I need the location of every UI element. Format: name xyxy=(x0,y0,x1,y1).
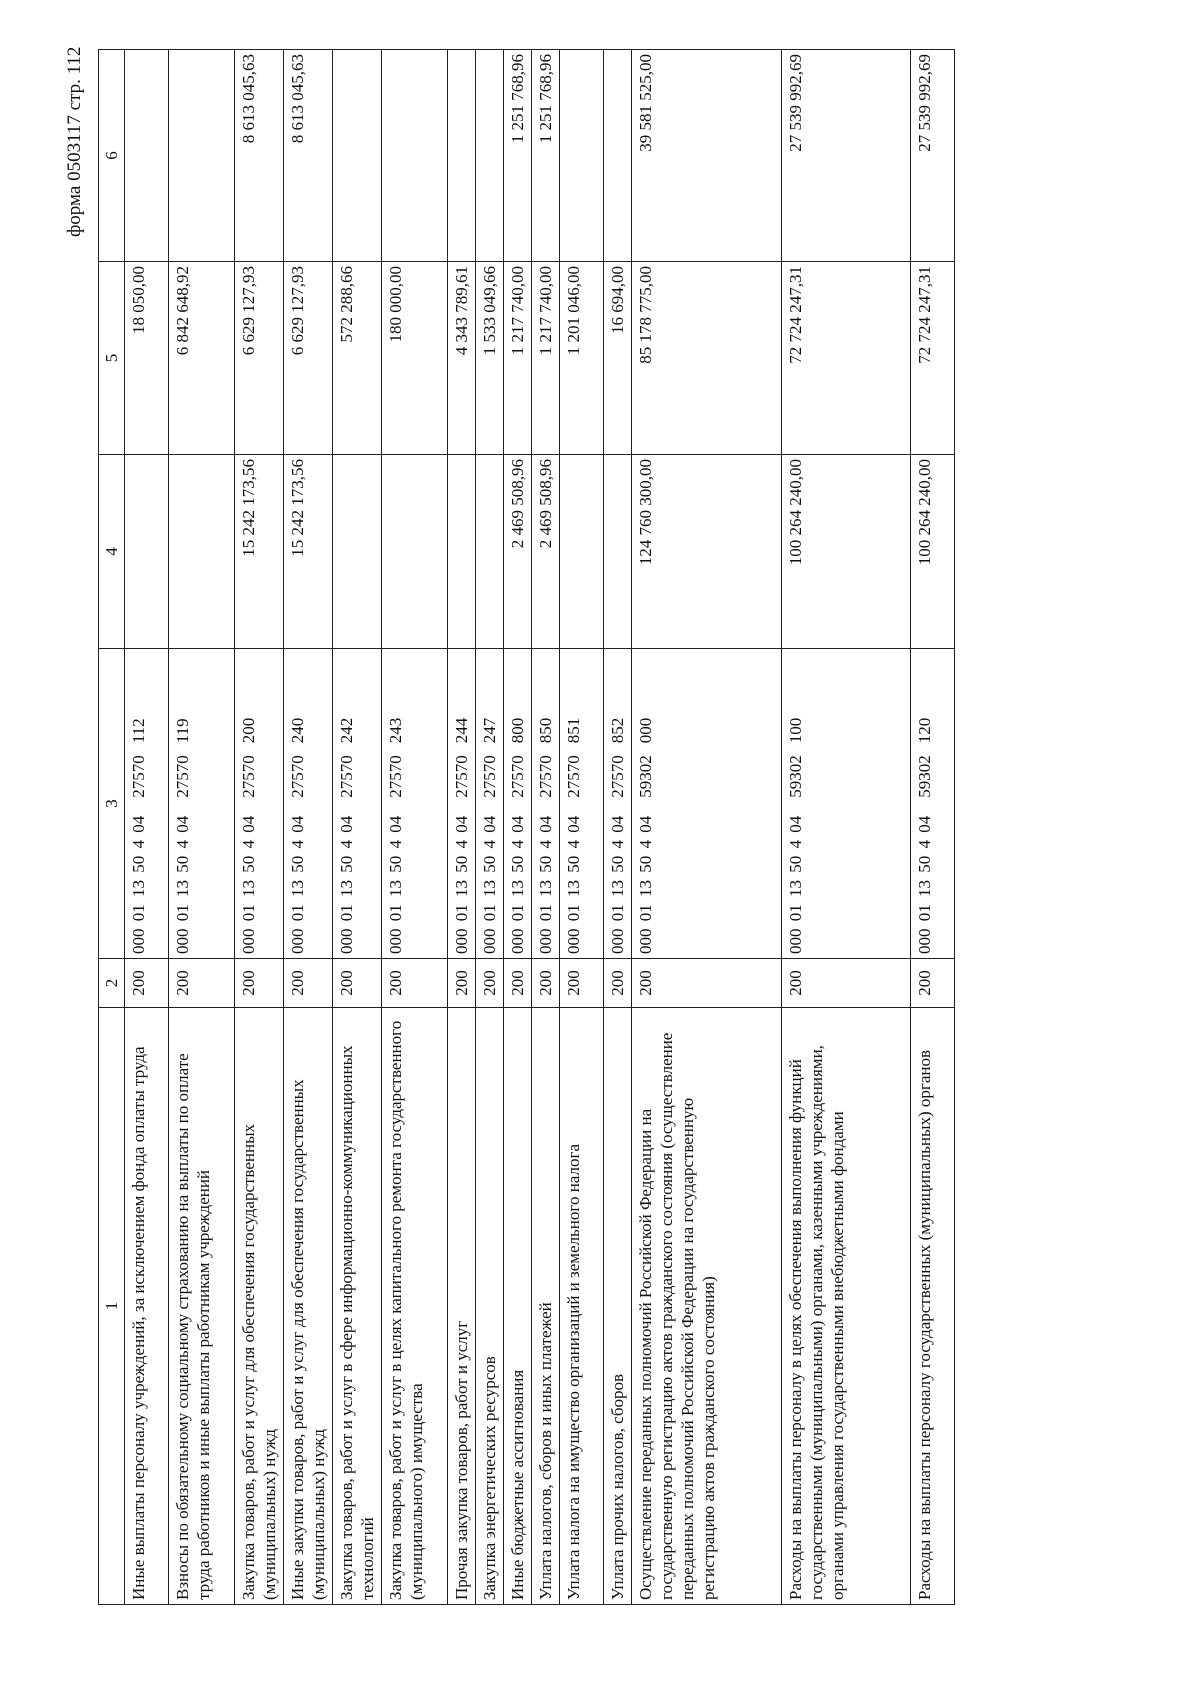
executed-amount: 1 201 046,00 xyxy=(564,266,583,356)
budget-code-cell xyxy=(782,649,911,959)
unexecuted-amount: 27 539 992,69 xyxy=(915,54,934,152)
budget-code-target: 59302 xyxy=(636,755,655,798)
unexecuted-amount: 1 251 768,96 xyxy=(536,54,555,144)
approved-amount-cell xyxy=(284,455,333,649)
budget-code-cell xyxy=(604,649,632,959)
row-name-cell xyxy=(476,1008,504,1605)
budget-code-prefix: 000 01 13 50 4 04 xyxy=(288,815,307,954)
budget-code-target: 27570 xyxy=(536,755,555,798)
approved-amount-cell xyxy=(504,455,532,649)
line-code-cell xyxy=(235,959,284,1008)
approved-amount-cell xyxy=(632,455,782,649)
budget-code-kind: 120 xyxy=(915,717,934,744)
line-code: 200 xyxy=(386,970,405,996)
table-row xyxy=(911,50,955,1605)
line-code-cell xyxy=(604,959,632,1008)
row-name-cell xyxy=(382,1008,448,1605)
line-code-cell xyxy=(284,959,333,1008)
budget-code-cell xyxy=(504,649,532,959)
budget-code-kind: 244 xyxy=(452,717,471,744)
row-name: Взносы по обязательному социальному страхованию на выплаты по оплате труда работников и иные выплаты работникам учреждений xyxy=(173,1053,213,1600)
row-name-cell xyxy=(632,1008,782,1605)
unexecuted-amount-cell xyxy=(911,50,955,262)
budget-code-target: 59302 xyxy=(786,755,805,798)
line-code: 200 xyxy=(608,970,627,996)
approved-amount: 124 760 300,00 xyxy=(636,459,655,566)
row-name: Расходы на выплаты персоналу в целях обеспечения выполнения функций государственными (муниципальными) органами, казенными учреждениями, органами управления государственными внебюджетными фондами xyxy=(786,1045,847,1600)
budget-code-target: 27570 xyxy=(173,755,192,798)
unexecuted-amount-cell xyxy=(604,50,632,262)
budget-code-prefix: 000 01 13 50 4 04 xyxy=(480,815,499,954)
unexecuted-amount-cell xyxy=(504,50,532,262)
table-body xyxy=(125,50,955,1605)
approved-amount-cell xyxy=(235,455,284,649)
budget-code-cell xyxy=(169,649,235,959)
table-row xyxy=(782,50,911,1605)
row-name-cell xyxy=(125,1008,169,1605)
row-name: Прочая закупка товаров, работ и услуг xyxy=(452,1320,471,1600)
line-code: 200 xyxy=(288,970,307,996)
row-name-cell xyxy=(333,1008,382,1605)
approved-amount-cell xyxy=(476,455,504,649)
budget-code-cell xyxy=(382,649,448,959)
row-name: Уплата налога на имущество организаций и земельного налога xyxy=(564,1143,583,1600)
budget-code-prefix: 000 01 13 50 4 04 xyxy=(337,815,356,954)
approved-amount-cell xyxy=(333,455,382,649)
row-name: Расходы на выплаты персоналу государственных (муниципальных) органов xyxy=(915,1050,934,1600)
budget-code-target: 59302 xyxy=(915,755,934,798)
line-code: 200 xyxy=(239,970,258,996)
approved-amount-cell xyxy=(169,455,235,649)
row-name-cell xyxy=(284,1008,333,1605)
executed-amount-cell xyxy=(532,262,560,455)
approved-amount: 15 242 173,56 xyxy=(239,459,258,557)
budget-code-cell xyxy=(448,649,476,959)
line-code: 200 xyxy=(129,970,148,996)
budget-code-cell xyxy=(333,649,382,959)
row-name: Иные выплаты персоналу учреждений, за исключением фонда оплаты труда xyxy=(129,1046,148,1600)
budget-code-prefix: 000 01 13 50 4 04 xyxy=(636,815,655,954)
budget-code-target: 27570 xyxy=(288,755,307,798)
table-row xyxy=(284,50,333,1605)
unexecuted-amount: 1 251 768,96 xyxy=(508,54,527,144)
table-row xyxy=(169,50,235,1605)
approved-amount: 100 264 240,00 xyxy=(915,459,934,566)
line-code: 200 xyxy=(337,970,356,996)
budget-code-kind: 200 xyxy=(239,717,258,744)
row-name: Иные закупки товаров, работ и услуг для обеспечения государственных (муниципальных) нужд xyxy=(288,1079,328,1600)
executed-amount: 1 217 740,00 xyxy=(536,266,555,356)
unexecuted-amount-cell xyxy=(169,50,235,262)
budget-code-prefix: 000 01 13 50 4 04 xyxy=(452,815,471,954)
unexecuted-amount-cell xyxy=(284,50,333,262)
column-header-5: 5 xyxy=(99,262,125,455)
row-name-cell xyxy=(448,1008,476,1605)
budget-code-target: 27570 xyxy=(337,755,356,798)
executed-amount: 6 629 127,93 xyxy=(239,266,258,356)
table-row xyxy=(235,50,284,1605)
executed-amount: 72 724 247,31 xyxy=(786,266,805,364)
budget-code-prefix: 000 01 13 50 4 04 xyxy=(508,815,527,954)
budget-code-cell xyxy=(284,649,333,959)
executed-amount: 4 343 789,61 xyxy=(452,266,471,356)
budget-code-kind: 800 xyxy=(508,717,527,744)
approved-amount-cell xyxy=(560,455,604,649)
budget-code-prefix: 000 01 13 50 4 04 xyxy=(386,815,405,954)
executed-amount-cell xyxy=(382,262,448,455)
row-name: Закупка энергетических ресурсов xyxy=(480,1356,499,1600)
row-name: Осуществление переданных полномочий Российской Федерации на государственную регистрацию актов гражданского состояния (осуществление переданных полномочий Российской Федерации на государственную регистрацию актов гражданского состояния) xyxy=(636,1032,718,1600)
line-code-cell xyxy=(504,959,532,1008)
budget-code-cell xyxy=(125,649,169,959)
budget-code-target: 27570 xyxy=(386,755,405,798)
executed-amount-cell xyxy=(782,262,911,455)
unexecuted-amount-cell xyxy=(560,50,604,262)
budget-code-kind: 240 xyxy=(288,717,307,744)
line-code-cell xyxy=(532,959,560,1008)
row-name-cell xyxy=(560,1008,604,1605)
line-code-cell xyxy=(560,959,604,1008)
budget-code-target: 27570 xyxy=(508,755,527,798)
budget-code-prefix: 000 01 13 50 4 04 xyxy=(915,815,934,954)
table-row xyxy=(476,50,504,1605)
approved-amount: 100 264 240,00 xyxy=(786,459,805,566)
row-name-cell xyxy=(782,1008,911,1605)
budget-code-cell xyxy=(532,649,560,959)
budget-execution-table xyxy=(98,49,955,1605)
row-name: Закупка товаров, работ и услуг в целях капитального ремонта государственного (муниципального) имущества xyxy=(386,1020,426,1600)
budget-code-prefix: 000 01 13 50 4 04 xyxy=(129,815,148,954)
executed-amount: 18 050,00 xyxy=(129,266,148,334)
row-name-cell xyxy=(604,1008,632,1605)
form-page-label: форма 0503117 стр. 112 xyxy=(64,46,85,237)
unexecuted-amount-cell xyxy=(125,50,169,262)
approved-amount-cell xyxy=(782,455,911,649)
executed-amount: 6 842 648,92 xyxy=(173,266,192,356)
unexecuted-amount-cell xyxy=(632,50,782,262)
budget-code-target: 27570 xyxy=(452,755,471,798)
line-code-cell xyxy=(782,959,911,1008)
budget-code-cell xyxy=(560,649,604,959)
column-header-4: 4 xyxy=(99,455,125,649)
unexecuted-amount: 39 581 525,00 xyxy=(636,54,655,152)
executed-amount-cell xyxy=(169,262,235,455)
line-code-cell xyxy=(382,959,448,1008)
unexecuted-amount: 27 539 992,69 xyxy=(786,54,805,152)
unexecuted-amount-cell xyxy=(532,50,560,262)
executed-amount-cell xyxy=(632,262,782,455)
row-name-cell xyxy=(911,1008,955,1605)
budget-code-cell xyxy=(911,649,955,959)
budget-code-target: 27570 xyxy=(480,755,499,798)
executed-amount: 572 288,66 xyxy=(337,266,356,343)
approved-amount-cell xyxy=(604,455,632,649)
table-row xyxy=(333,50,382,1605)
budget-code-kind: 852 xyxy=(608,717,627,744)
table-row xyxy=(448,50,476,1605)
line-code-cell xyxy=(169,959,235,1008)
budget-code-target: 27570 xyxy=(608,755,627,798)
line-code-cell xyxy=(632,959,782,1008)
approved-amount: 2 469 508,96 xyxy=(508,459,527,549)
unexecuted-amount: 8 613 045,63 xyxy=(288,54,307,144)
line-code: 200 xyxy=(480,970,499,996)
line-code: 200 xyxy=(636,970,655,996)
budget-code-kind: 851 xyxy=(564,717,583,744)
column-header-3: 3 xyxy=(99,649,125,959)
column-header-1: 1 xyxy=(99,1008,125,1605)
line-code: 200 xyxy=(536,970,555,996)
unexecuted-amount-cell xyxy=(448,50,476,262)
row-name-cell xyxy=(504,1008,532,1605)
budget-code-kind: 100 xyxy=(786,717,805,744)
row-name: Уплата прочих налогов, сборов xyxy=(608,1374,627,1600)
approved-amount: 2 469 508,96 xyxy=(536,459,555,549)
budget-code-cell xyxy=(476,649,504,959)
budget-code-prefix: 000 01 13 50 4 04 xyxy=(564,815,583,954)
executed-amount-cell xyxy=(604,262,632,455)
executed-amount-cell xyxy=(284,262,333,455)
budget-code-kind: 243 xyxy=(386,717,405,744)
column-header-6: 6 xyxy=(99,50,125,262)
row-name: Закупка товаров, работ и услуг для обеспечения государственных (муниципальных) нужд xyxy=(239,1123,279,1600)
table-row xyxy=(560,50,604,1605)
approved-amount-cell xyxy=(125,455,169,649)
budget-code-kind: 119 xyxy=(173,718,192,744)
executed-amount-cell xyxy=(504,262,532,455)
budget-code-prefix: 000 01 13 50 4 04 xyxy=(786,815,805,954)
budget-code-target: 27570 xyxy=(564,755,583,798)
executed-amount-cell xyxy=(911,262,955,455)
executed-amount-cell xyxy=(476,262,504,455)
executed-amount-cell xyxy=(333,262,382,455)
executed-amount-cell xyxy=(448,262,476,455)
column-header-2: 2 xyxy=(99,959,125,1008)
approved-amount-cell xyxy=(448,455,476,649)
table-row xyxy=(125,50,169,1605)
approved-amount: 15 242 173,56 xyxy=(288,459,307,557)
line-code: 200 xyxy=(915,970,934,996)
table-row xyxy=(532,50,560,1605)
budget-code-kind: 850 xyxy=(536,717,555,744)
executed-amount: 72 724 247,31 xyxy=(915,266,934,364)
budget-code-target: 27570 xyxy=(239,755,258,798)
unexecuted-amount-cell xyxy=(235,50,284,262)
line-code: 200 xyxy=(508,970,527,996)
table-row xyxy=(382,50,448,1605)
unexecuted-amount-cell xyxy=(382,50,448,262)
budget-code-kind: 112 xyxy=(129,718,148,744)
row-name-cell xyxy=(235,1008,284,1605)
row-name: Иные бюджетные ассигнования xyxy=(508,1369,527,1600)
line-code: 200 xyxy=(786,970,805,996)
row-name: Закупка товаров, работ и услуг в сфере информационно-коммуникационных технологий xyxy=(337,1045,377,1600)
executed-amount: 180 000,00 xyxy=(386,266,405,343)
executed-amount: 16 694,00 xyxy=(608,266,627,334)
executed-amount: 1 533 049,66 xyxy=(480,266,499,356)
unexecuted-amount-cell xyxy=(476,50,504,262)
table-row xyxy=(604,50,632,1605)
executed-amount: 1 217 740,00 xyxy=(508,266,527,356)
row-name-cell xyxy=(169,1008,235,1605)
table-row xyxy=(504,50,532,1605)
budget-code-kind: 247 xyxy=(480,717,499,744)
budget-code-kind: 242 xyxy=(337,717,356,744)
line-code-cell xyxy=(476,959,504,1008)
line-code: 200 xyxy=(564,970,583,996)
line-code-cell xyxy=(448,959,476,1008)
unexecuted-amount: 8 613 045,63 xyxy=(239,54,258,144)
budget-code-kind: 000 xyxy=(636,717,655,744)
budget-code-cell xyxy=(235,649,284,959)
line-code-cell xyxy=(125,959,169,1008)
executed-amount-cell xyxy=(560,262,604,455)
row-name-cell xyxy=(532,1008,560,1605)
budget-code-prefix: 000 01 13 50 4 04 xyxy=(239,815,258,954)
row-name: Уплата налогов, сборов и иных платежей xyxy=(536,1302,555,1600)
budget-code-target: 27570 xyxy=(129,755,148,798)
unexecuted-amount-cell xyxy=(782,50,911,262)
executed-amount-cell xyxy=(125,262,169,455)
executed-amount: 6 629 127,93 xyxy=(288,266,307,356)
unexecuted-amount-cell xyxy=(333,50,382,262)
table-row xyxy=(632,50,782,1605)
budget-code-cell xyxy=(632,649,782,959)
approved-amount-cell xyxy=(911,455,955,649)
approved-amount-cell xyxy=(382,455,448,649)
line-code: 200 xyxy=(173,970,192,996)
executed-amount-cell xyxy=(235,262,284,455)
budget-code-prefix: 000 01 13 50 4 04 xyxy=(536,815,555,954)
budget-code-prefix: 000 01 13 50 4 04 xyxy=(608,815,627,954)
line-code-cell xyxy=(911,959,955,1008)
approved-amount-cell xyxy=(532,455,560,649)
line-code: 200 xyxy=(452,970,471,996)
executed-amount: 85 178 775,00 xyxy=(636,266,655,364)
column-number-row xyxy=(99,50,125,1605)
line-code-cell xyxy=(333,959,382,1008)
budget-code-prefix: 000 01 13 50 4 04 xyxy=(173,815,192,954)
